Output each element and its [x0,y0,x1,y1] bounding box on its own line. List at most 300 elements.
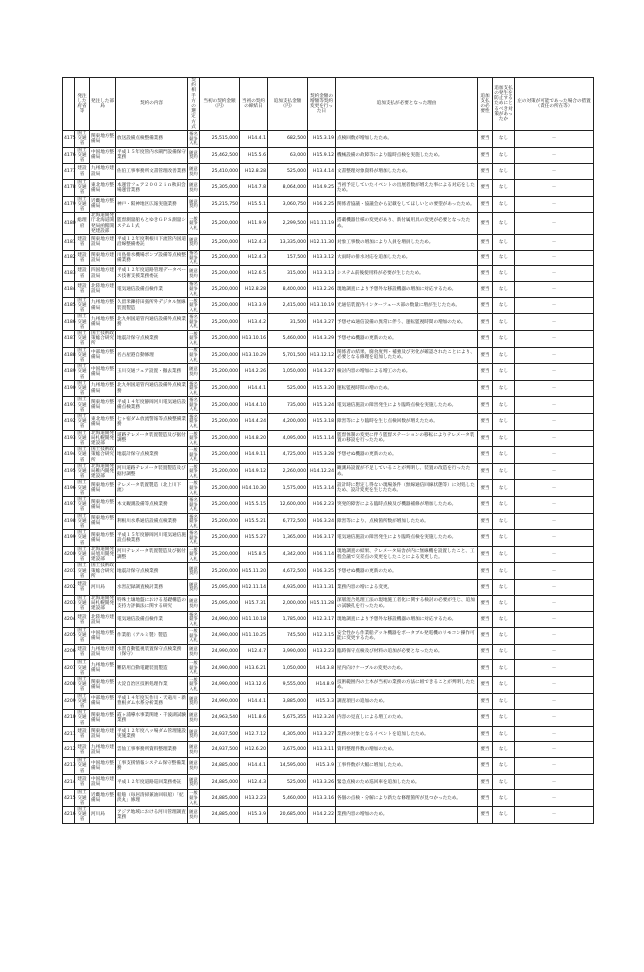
table-row [63,397,594,414]
bureau-cell: 中国地方建設局 [90,774,116,790]
reason-cell: 各個の点検・分解により新たな修理箇所が見つかったため。 [336,790,478,807]
additional-amount-cell: 4,672,500 [268,563,308,580]
initial-amount-cell: 25,215,750 [200,196,240,213]
change-date-cell: H16.3.24 [308,513,336,530]
change-date-cell: H15.3.20 [308,380,336,397]
selection-method-cell: 随意契約 [188,179,200,196]
selection-method-cell: 指名競争入札 [188,131,200,148]
reason-cell: 緊急点検のため巡回車を追加したため。 [336,774,478,790]
ministry-cell: 国土交通省 [75,413,90,430]
additional-amount-cell: 735,000 [268,397,308,414]
selection-method-cell: 随意契約 [188,364,200,381]
selection-method-cell: 一般競争入札 [188,463,200,480]
contract-date-cell: H13.4.2 [240,314,268,331]
initial-amount-cell: 24,990,000 [200,644,240,660]
selection-method-cell: 一般競争入札 [188,330,200,347]
reason-cell: 安全性から作業船デッキ機器をポータブル発電機のリモコン操作可能に変更するため。 [336,628,478,645]
contract-date-cell: H14.8.20 [240,430,268,447]
initial-amount-cell: 25,200,000 [200,330,240,347]
ministry-cell: 国土交通省 [75,297,90,314]
row-number: 4178 [63,179,75,196]
initial-amount-cell: 25,515,000 [200,131,240,148]
change-date-cell: H13.2.23 [308,644,336,660]
change-date-cell: H12.3.17 [308,612,336,628]
contract-content-cell: 特殊土壌地盤における基礎構造の支持力評価法に関する研究 [116,595,188,612]
measure-cell: なし [493,497,515,514]
additional-amount-cell: 2,415,000 [268,297,308,314]
contract-content-cell: テレメータ装置製造（北上川下流） [116,480,188,497]
measure-cell: なし [493,595,515,612]
contract-date-cell: H15.5.6 [240,147,268,164]
responsibility-cell: － [515,314,594,331]
responsibility-cell: － [515,364,594,381]
reason-cell: 関係者協議・協議会から記載をしてほしいとの要望があったため。 [336,196,478,213]
bureau-cell: 東北地方整備局 [90,179,116,196]
measure-cell: なし [493,530,515,547]
initial-amount-cell: 24,885,000 [200,807,240,824]
responsibility-cell: － [515,380,594,397]
table-row [63,413,594,430]
selection-method-cell: 随意契約 [188,595,200,612]
selection-method-cell: 随意契約 [188,644,200,660]
table-row [63,234,594,250]
necessity-cell: 要当 [478,480,493,497]
initial-amount-cell: 24,990,000 [200,676,240,693]
table-row [63,758,594,775]
ministry-cell: 国土交通省 [75,546,90,563]
ministry-cell: 国土交通省 [75,530,90,547]
contract-content-cell: 平成１２年度道路管理データベース技術支援業務委託 [116,266,188,282]
selection-method-cell: 随意契約 [188,807,200,824]
contract-content-cell: 地震計保守点検業務 [116,330,188,347]
reason-cell: 技術範囲内の土木が当初の業務の方法に組できることが判明したため。 [336,676,478,693]
change-date-cell: H15.3.3 [308,693,336,710]
ministry-cell: 国土交通省 [75,676,90,693]
responsibility-cell: － [515,580,594,596]
measure-cell: なし [493,347,515,364]
responsibility-cell: － [515,742,594,758]
bureau-cell: 関東地方建設局 [90,234,116,250]
reason-cell: 電気通信施設の障害発生により臨時点検を実施したため。 [336,397,478,414]
row-number: 4177 [63,164,75,180]
measure-cell: なし [493,297,515,314]
contract-content-cell: 平成１５年度静岡河川電気通信施設点検業務 [116,530,188,547]
bureau-cell: 九州地方整備局 [90,660,116,677]
change-date-cell: H13.3.13 [308,266,336,282]
necessity-cell: 要当 [478,131,493,148]
measure-cell: なし [493,266,515,282]
ministry-cell: 国土交通省 [75,330,90,347]
contract-content-cell: 水害記録調査検討業務 [116,580,188,596]
row-number: 4176 [63,147,75,164]
selection-method-cell: 随意契約 [188,693,200,710]
necessity-cell: 要当 [478,380,493,397]
change-date-cell: H14.3.8 [308,660,336,677]
row-number: 4195 [63,463,75,480]
initial-amount-cell: 25,200,000 [200,430,240,447]
contract-table [62,77,594,824]
measure-cell: なし [493,612,515,628]
table-row [63,196,594,213]
responsibility-cell: － [515,330,594,347]
necessity-cell: 要当 [478,250,493,266]
change-date-cell: H13.3.16 [308,790,336,807]
row-number: 4179 [63,196,75,213]
additional-amount-cell: 1,050,000 [268,660,308,677]
responsibility-cell: － [515,628,594,645]
additional-amount-cell: 4,725,000 [268,447,308,464]
column-header: 発注した府省等 [75,78,90,131]
contract-content-cell: 平成１４年度静岡河川電気通信設備点検業務 [116,397,188,414]
necessity-cell: 要当 [478,330,493,347]
bureau-cell: 関東地方整備局 [90,131,116,148]
contract-content-cell: 玉川交通フェア設置・撤去業務 [116,364,188,381]
selection-method-cell: 指名競争入札 [188,380,200,397]
contract-content-cell: 神戸・阪神地区広報実施業務 [116,196,188,213]
contract-date-cell: H11.9.9 [240,213,268,235]
table-row [63,147,594,164]
table-row [63,164,594,180]
header-row [63,78,594,131]
table-row [63,644,594,660]
table-row [63,314,594,331]
ministry-cell: 総理府 [75,213,90,235]
row-number: 4201 [63,563,75,580]
contract-date-cell: H11.10.18 [240,612,268,628]
contract-content-cell: 大淀自治区技術処理作業 [116,676,188,693]
row-number: 4199 [63,530,75,547]
selection-method-cell: 随意契約 [188,580,200,596]
bureau-cell: 九州地方建設局 [90,164,116,180]
responsibility-cell: － [515,774,594,790]
additional-amount-cell: 4,200,000 [268,413,308,430]
bureau-cell: 関東地方整備局 [90,530,116,547]
column-header: 追加支払の必要性 [478,78,493,131]
measure-cell: なし [493,580,515,596]
selection-method-cell: 指名競争入札 [188,314,200,331]
necessity-cell: 要当 [478,282,493,298]
responsibility-cell: － [515,430,594,447]
table-row [63,710,594,727]
change-date-cell: H11.11.19 [308,213,336,235]
change-date-cell: H15.9.12 [308,147,336,164]
measure-cell: なし [493,693,515,710]
bureau-cell: 近畿地方整備局 [90,790,116,807]
column-header: 契約金額の増額等契約変更を行った日 [308,78,336,131]
initial-amount-cell: 25,200,000 [200,314,240,331]
change-date-cell: H16.2.23 [308,497,336,514]
responsibility-cell: － [515,179,594,196]
necessity-cell: 要当 [478,413,493,430]
bureau-cell: 関東地方建設局 [90,250,116,266]
necessity-cell: 要当 [478,563,493,580]
contract-content-cell: 平成１５年度管内水閘門設備保守業務 [116,147,188,164]
table-row [63,266,594,282]
reason-cell: 機械設備の故障等により臨時点検を実施したため。 [336,147,478,164]
contract-date-cell: H12.6.20 [240,742,268,758]
contract-date-cell: H15.8.5 [240,546,268,563]
contract-date-cell: H13.12.6 [240,676,268,693]
contract-content-cell: 川島排水機場ポンプ設備等点検整備業務 [116,250,188,266]
additional-amount-cell: 8,064,000 [268,179,308,196]
bureau-cell: 九州地方建設局 [90,742,116,758]
additional-amount-cell: 525,000 [268,380,308,397]
measure-cell: なし [493,546,515,563]
measure-cell: なし [493,676,515,693]
bureau-cell: 関東地方整備局 [90,513,116,530]
bureau-cell: 関東地方整備局 [90,676,116,693]
column-header: 追加支払の発生を防止するためにとるべき対策があったか [493,78,515,131]
reason-cell: 資料整理件数の増加のため。 [336,742,478,758]
ministry-cell: 国土交通省 [75,710,90,727]
bureau-cell: 四国地方建設局 [90,266,116,282]
reason-cell: 検討内容の増加による増工のため。 [336,364,478,381]
measure-cell: なし [493,282,515,298]
selection-method-cell: 随意契約 [188,147,200,164]
additional-amount-cell: 2,299,500 [268,213,308,235]
row-number: 4200 [63,546,75,563]
responsibility-cell: － [515,131,594,148]
selection-method-cell: 指名競争入札 [189,250,198,265]
reason-cell: 設計時に想定し得ない現場条件（無線通信回線状態等）に対処したため、設計変更を生じたため。 [336,480,478,497]
contract-date-cell: H12.11.14 [240,580,268,596]
contract-content-cell: 七ヶ宿ダム放流警報等点検整備業務 [116,413,188,430]
responsibility-cell: － [515,196,594,213]
column-header: 左の対策が可能であった場合の措置（責任の所在等） [515,78,594,131]
selection-method-cell: 一般競争入札 [188,430,200,447]
initial-amount-cell: 25,200,000 [200,463,240,480]
contract-content-cell: 地震計保守点検業務 [116,563,188,580]
contract-content-cell: 地震計保守点検業務 [116,447,188,464]
measure-cell: なし [493,330,515,347]
additional-amount-cell: 13,335,000 [268,234,308,250]
additional-amount-cell: 1,050,000 [268,364,308,381]
necessity-cell: 要当 [478,463,493,480]
reason-cell: 電気通信施設の障害発生により臨時点検を実施したため。 [336,530,478,547]
necessity-cell: 要当 [478,497,493,514]
table-row [63,330,594,347]
ministry-cell: 建設省 [75,250,90,266]
row-number: 4215 [63,790,75,807]
contract-date-cell: H14.7.8 [240,179,268,196]
ministry-cell: 国土交通省 [75,179,90,196]
ministry-cell: 建設省 [75,266,90,282]
initial-amount-cell: 24,937,500 [200,742,240,758]
initial-amount-cell: 25,200,000 [200,480,240,497]
initial-amount-cell: 25,200,000 [200,234,240,250]
table-row [63,530,594,547]
necessity-cell: 要当 [478,213,493,235]
necessity-cell: 要当 [478,790,493,807]
bureau-cell: 河川局 [90,807,116,824]
table-row [63,660,594,677]
row-number: 4208 [63,676,75,693]
row-number: 4202 [63,580,75,596]
row-number: 4180 [63,213,75,235]
additional-amount-cell: 3,990,000 [268,644,308,660]
responsibility-cell: － [515,497,594,514]
selection-method-cell: 随意契約 [188,758,200,775]
additional-amount-cell: 6,772,500 [268,513,308,530]
additional-amount-cell: 157,500 [268,250,308,266]
selection-method-cell: 一般競争入札 [188,790,200,807]
additional-amount-cell: 5,675,355 [268,710,308,727]
ministry-cell: 国土交通省 [75,131,90,148]
change-date-cell: H14.2.22 [308,807,336,824]
necessity-cell: 要当 [478,807,493,824]
change-date-cell: H12.3.24 [308,710,336,727]
measure-cell: なし [493,314,515,331]
measure-cell: なし [493,234,515,250]
bureau-cell: 北海道開発局札幌開発建設部 [91,595,114,612]
row-number: 4191 [63,397,75,414]
contract-date-cell: H12.7.12 [240,726,268,742]
change-date-cell: H13.3.12 [308,250,336,266]
selection-method-cell: 指名競争入札 [189,611,198,627]
row-number: 4204 [63,612,75,628]
ministry-cell: 国土交通省 [75,196,90,213]
contract-date-cell: H14.9.11 [240,447,268,464]
responsibility-cell: － [515,266,594,282]
column-header: 契約の内容 [116,78,188,131]
contract-content-cell: 道路テレメータ装置製造及び据付調整 [116,430,188,447]
additional-amount-cell: 1,785,000 [268,612,308,628]
change-date-cell: H14.3.27 [308,364,336,381]
change-date-cell: H15.3.28 [308,447,336,464]
measure-cell: なし [493,660,515,677]
necessity-cell: 要当 [478,693,493,710]
initial-amount-cell: 25,200,000 [200,380,240,397]
contract-date-cell: H14.4.24 [240,413,268,430]
row-number: 4190 [63,380,75,397]
reason-cell: 予想せぬ機器の更新のため。 [336,563,478,580]
column-header: 当初の契約の締結日 [240,78,268,131]
selection-method-cell: 一般競争入札 [188,297,200,314]
bureau-cell: 中国地方整備局 [90,758,116,775]
contract-content-cell: 北九州国道管内通信設備外点検業務 [116,380,188,397]
reason-cell: 現地調査により予想外な移設機器の増加に対応するため。 [336,612,478,628]
ministry-cell: 国土交通省 [75,380,90,397]
change-date-cell: H16.1.14 [308,546,336,563]
selection-method-cell: 随意契約 [188,563,200,580]
initial-amount-cell: 25,095,000 [200,595,240,612]
responsibility-cell: － [515,758,594,775]
reason-cell: 業務内容の増加のため。 [336,807,478,824]
necessity-cell: 要当 [478,147,493,164]
change-date-cell: H15.3.14 [308,480,336,497]
reason-cell: 予想せぬ機器の更新のため。 [336,330,478,347]
ministry-cell: 国土交通省 [75,693,90,710]
reason-cell: 深層混合処理工法の現地施工者化に関する検討の必要が生じ、追加の試験孔を行ったため。 [336,595,478,612]
contract-date-cell: H12.4.7 [240,644,268,660]
ministry-cell: 国土交通省 [75,364,90,381]
measure-cell: なし [493,758,515,775]
ministry-cell: 国土交通省 [75,314,90,331]
initial-amount-cell: 25,200,000 [200,250,240,266]
row-number: 4186 [63,314,75,331]
ministry-cell: 建設省 [75,742,90,758]
ministry-cell: 建設省 [75,774,90,790]
table-row [63,513,594,530]
contract-date-cell: H13.2.23 [240,790,268,807]
row-number: 4196 [63,480,75,497]
row-number: 4209 [63,693,75,710]
table-row [63,447,594,464]
additional-amount-cell: 3,675,000 [268,742,308,758]
row-number: 4187 [63,330,75,347]
reason-cell: 運転監視時間の増のため。 [336,380,478,397]
contract-content-cell: 船舶（毎居清掃兼油回収船）「紀淡丸」修理 [116,790,188,807]
change-date-cell: H14.12.24 [308,463,336,480]
row-number: 4210 [63,710,75,727]
table-row [63,595,594,612]
reason-cell: 工事件数が大幅に増加したため。 [336,758,478,775]
responsibility-cell: － [515,297,594,314]
initial-amount-cell: 25,200,000 [200,497,240,514]
selection-method-cell: 随意契約 [188,196,200,213]
ministry-cell: 国土交通省 [75,595,90,612]
table-row [63,131,594,148]
contract-content-cell: 霞ヶ浦導水事業関連・千波湖試験業務 [116,710,188,727]
contract-content-cell: 電気通信設備点検作業 [116,282,188,298]
change-date-cell: H15.11.28 [308,595,336,612]
column-header: 発注した部局 [90,78,116,131]
necessity-cell: 要当 [478,266,493,282]
row-number: 4192 [63,413,75,430]
change-date-cell: H13.2.26 [308,282,336,298]
contract-content-cell: 利根川水系通信設備点検業務 [116,513,188,530]
necessity-cell: 要当 [478,314,493,331]
measure-cell: なし [493,413,515,430]
selection-method-cell: 随意契約 [188,164,200,180]
table-row [63,563,594,580]
initial-amount-cell: 24,990,000 [200,693,240,710]
initial-amount-cell: 24,990,000 [200,628,240,645]
selection-method-cell: 一般競争入札 [188,347,200,364]
reason-cell: 当初予定していたイベントの出展者数が増えた事による対応をしたため。 [336,179,478,196]
measure-cell: なし [493,513,515,530]
responsibility-cell: － [515,347,594,364]
contract-content-cell: アジア地域における河川管理調査業務 [116,807,188,824]
table-row [63,774,594,790]
change-date-cell: H13.3.11 [308,742,336,758]
contract-table-sheet [62,77,594,824]
responsibility-cell: － [515,413,594,430]
change-date-cell: H15.3.19 [308,131,336,148]
necessity-cell: 要当 [478,347,493,364]
selection-method-cell: 随意契約 [188,234,200,250]
contract-date-cell: H13.6.21 [240,660,268,677]
bureau-cell: 国土技術政策総合研究所 [91,447,114,463]
measure-cell: なし [493,131,515,148]
ministry-cell: 国土交通省 [75,563,90,580]
responsibility-cell: － [515,710,594,727]
necessity-cell: 要当 [478,447,493,464]
selection-method-cell: 随意契約 [188,710,200,727]
table-row [63,179,594,196]
column-header [63,78,75,131]
column-header: 追加支払金額（円） [268,78,308,131]
contract-date-cell: H11.8.6 [240,710,268,727]
contract-content-cell: 平成１２年度八ッ場ダム管理施設実施業務 [116,726,188,742]
necessity-cell: 要当 [478,196,493,213]
selection-method-cell: 一般競争入札 [188,447,200,464]
contract-date-cell: H12.6.5 [240,266,268,282]
table-row [63,347,594,364]
reason-cell: 現地調査により予想外な移設機器の増加に対応するため。 [336,282,478,298]
row-number: 4207 [63,660,75,677]
necessity-cell: 要当 [478,628,493,645]
